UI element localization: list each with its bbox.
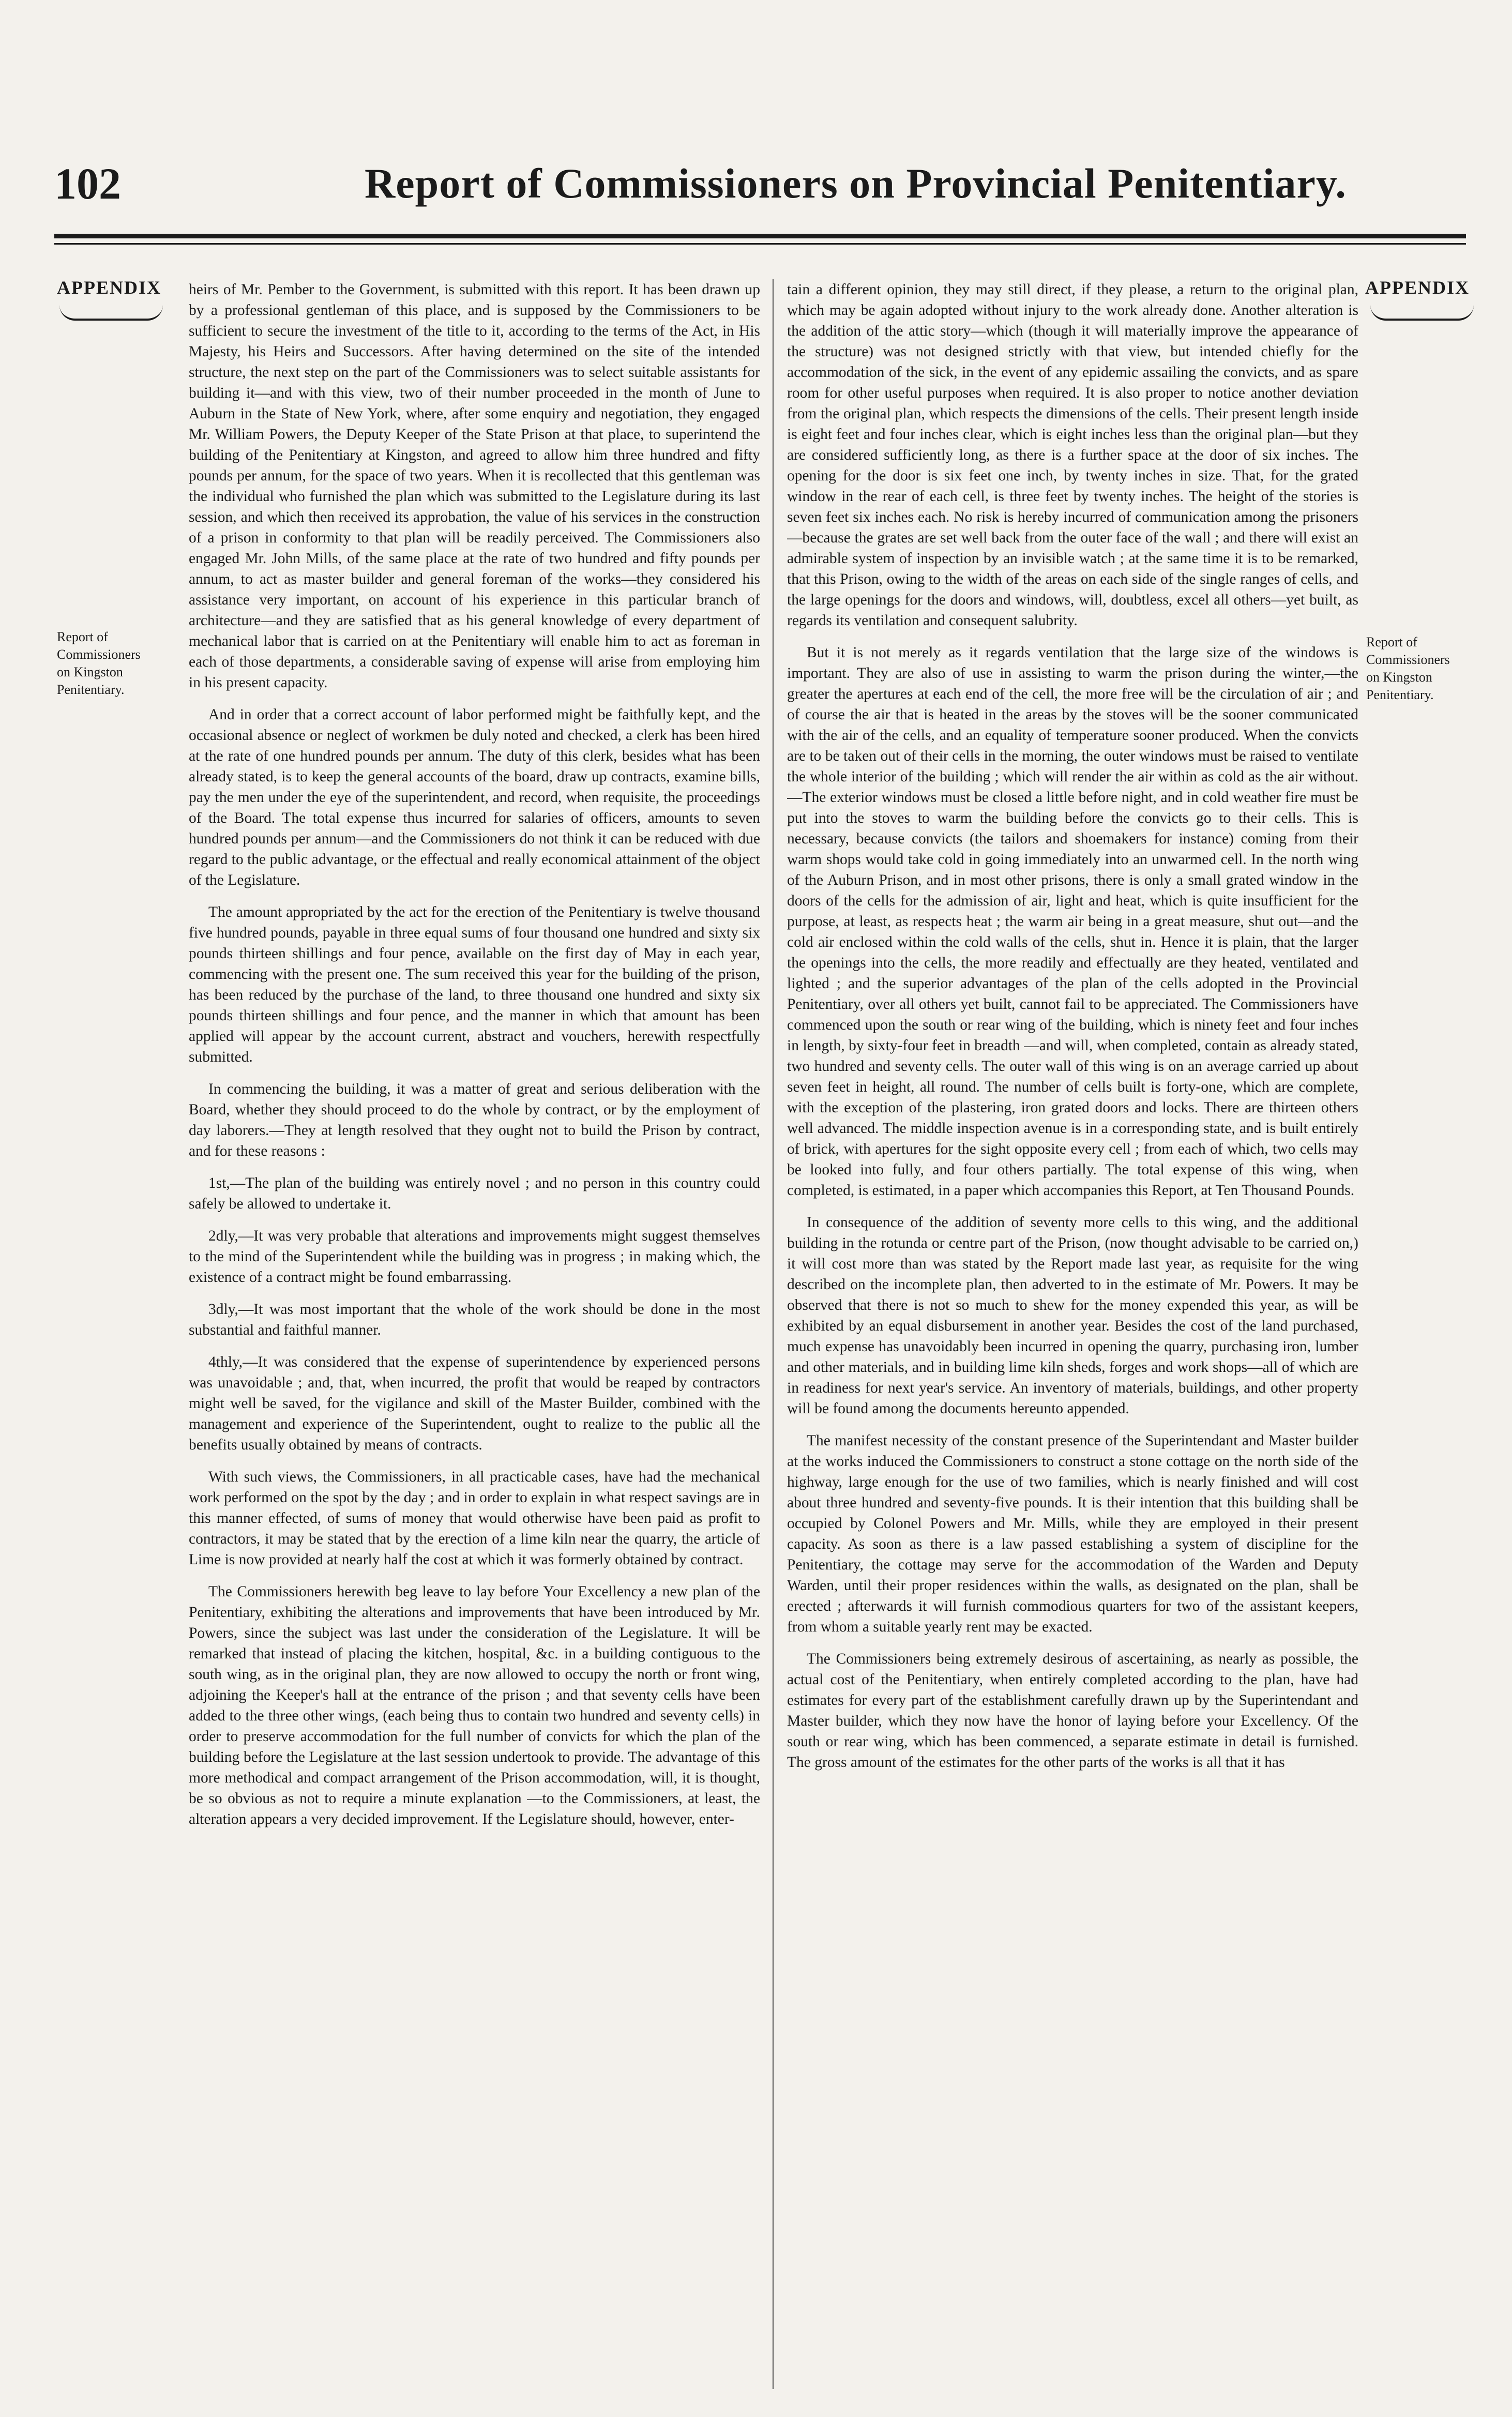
paragraph: 3dly,—It was most important that the whole of the work should be done in the most substantial and faithful manner.	[189, 1301, 760, 1338]
paragraph: 2dly,—It was very probable that alterations and improvements might suggest themselves to the mind of the Superintendent while the building was in progress ; in making which, the existence of a contract might be found embarrassing.	[189, 1228, 760, 1286]
page-title: Report of Commissioners on Provincial Penitentiary.	[365, 160, 1347, 207]
running-head	[54, 155, 1461, 217]
sidenote-right: Report of Commissioners on Kingston Penitentiary.	[1366, 635, 1450, 702]
appendix-label-right: APPENDIX	[1365, 277, 1470, 298]
paragraph: In commencing the building, it was a matter of great and serious deliberation with the Board, whether they should proceed to do the whole by contract, or by the employment of day laborers.—They at length resolved that they ought not to build the Prison by contract, and for these reasons :	[189, 1081, 760, 1159]
brace-right	[1370, 305, 1474, 321]
paragraph: The Commissioners being extremely desirous of ascertaining, as nearly as possible, the actual cost of the Penitentiary, when entirely completed according to the plan, have had estimates for every part of the establishment carefully drawn up by the Superintendant and Master builder, which they now have the honor of laying before your Excellency. Of the south or rear wing, which has been commenced, a separate estimate in detail is furnished. The gross amount of the estimates for the other parts of the works is all that it has	[787, 1651, 1358, 1771]
header-rule-thick	[54, 234, 1466, 238]
paragraph: 1st,—The plan of the building was entirely novel ; and no person in this country could safely be allowed to undertake it.	[189, 1175, 760, 1212]
appendix-label-left: APPENDIX	[57, 277, 161, 298]
paragraph: The amount appropriated by the act for the erection of the Penitentiary is twelve thousand five hundred pounds, payable in three equal sums of four thousand one hundred and sixty six pounds thirteen shillings and four pence, available on the first day of May in each year, commencing with the present one. The sum received this year for the building of the prison, has been reduced by the purchase of the land, to three thousand one hundred and sixty six pounds thirteen shillings and four pence, and the manner in which that amount has been applied will appear by the account current, abstract and vouchers, herewith respectfully submitted.	[189, 904, 760, 1065]
paragraph: With such views, the Commissioners, in all practicable cases, have had the mechanical work performed on the spot by the day ; and in order to explain in what respect savings are in this manner effected, of sums of money that would otherwise have been paid as profit to contractors, it may be stated that by the erection of a lime kiln near the quarry, the article of Lime is now provided at nearly half the cost at which it was formerly obtained by contract.	[189, 1469, 760, 1568]
page-number: 102	[54, 159, 121, 208]
paragraph: 4thly,—It was considered that the expense of superintendence by experienced persons was unavoidable ; and, that, when incurred, the profit that would be reaped by contractors might well be saved, for the vigilance and skill of the Master Builder, combined with the management and experience of the Superintendent, ought to realize to the public all the benefits usually obtained by means of contracts.	[189, 1354, 760, 1453]
left-column	[189, 279, 760, 2389]
paragraph: But it is not merely as it regards ventilation that the large size of the windows is important. They are also of use in assisting to warm the prison during the winter,—the greater the apertures at each end of the cell, the more free will be the circulation of air ; and of course the air that is heated in the areas by the stoves will be the sooner communicated with the air of the cells, and an equality of temperature sooner produced. When the convicts are to be taken out of their cells in the morning, the outer windows must be raised to ventilate the whole interior of the building ; which will render the air within as cold as the air without.—The exterior windows must be closed a little before night, and in cold weather fire must be put into the stoves to warm the building before the convicts go to their cells. This is necessary, because convicts (the tailors and shoemakers for instance) coming from their warm shops would take cold in going immediately into an unwarmed cell. In the north wing of the Auburn Prison, and in most other prisons, there is only a small grated window in the doors of the cells for the admission of air, light and heat, which is quite insufficient for the purpose, at least, as respects heat ; the warm air being in a great measure, shut out—and the cold air enclosed within the cold walls of the cells, shut in. Hence it is plain, that the larger the openings into the cells, the more readily and effectually are they heated, ventilated and lighted ; and the superior advantages of the plan of the cells adopted in the Provincial Penitentiary, over all others yet built, cannot fail to be appreciated. The Commissioners have commenced upon the south or rear wing of the building, which is ninety feet and four inches in length, by sixty-four feet in breadth —and will, when completed, contain as already stated, two hundred and seventy cells. The outer wall of this wing is on an average carried up about seven feet in height, all round. The number of cells built is forty-one, which are complete, with the exception of the plastering, iron grated doors and locks. There are thirteen others well advanced. The middle inspection avenue is in a corresponding state, and is built entirely of brick, with apertures for the sight opposite every cell ; from each of which, two cells may be looked into fully, and four others partially. The total expense of this wing, when completed, is estimated, in a paper which accompanies this Report, at Ten Thousand Pounds.	[787, 644, 1358, 1199]
paragraph: And in order that a correct account of labor performed might be faithfully kept, and the occasional absence or neglect of workmen be duly noted and checked, a clerk has been hired at the rate of one hundred pounds per annum. The duty of this clerk, besides what has been already stated, is to keep the general accounts of the board, draw up contracts, examine bills, pay the men under the eye of the superintendent, and record, when requisite, the proceedings of the Board. The total expense thus incurred for salaries of officers, amounts to seven hundred pounds per annum—and the Commissioners do not think it can be reduced with due regard to the public advantage, or the effectual and really economical attainment of the object of the Legislature.	[189, 706, 760, 888]
paragraph: The Commissioners herewith beg leave to lay before Your Excellency a new plan of the Penitentiary, exhibiting the alterations and improvements that have been introduced by Mr. Powers, since the subject was last under the consideration of the Legislature. It will be remarked that instead of placing the kitchen, hospital, &c. in a building contiguous to the south wing, as in the original plan, they are now allowed to occupy the north or front wing, adjoining the Keeper's hall at the entrance of the prison ; and that seventy cells have been added to the three other wings, (each being thus to contain two hundred and seventy cells) in order to preserve accommodation for the full number of convicts for which the plan of the building before the Legislature at the last session undertook to provide. The advantage of this more methodical and compact arrangement of the Prison accommodation, will, it is thought, be so obvious as not to require a minute explanation —to the Commissioners, at least, the alteration appears a very decided improvement. If the Legislature should, however, enter-	[189, 1583, 760, 1827]
brace-left	[59, 305, 163, 321]
right-column	[787, 279, 1358, 2389]
sidenote-left: Report of Commissioners on Kingston Penitentiary.	[57, 629, 141, 697]
paragraph: In consequence of the addition of seventy more cells to this wing, and the additional building in the rotunda or centre part of the Prison, (now thought advisable to be carried on,) it will cost more than was stated by the Report made last year, as requisite for the wing described on the incomplete plan, then adverted to in the estimate of Mr. Powers. It may be observed that there is not so much to shew for the money expended this year, as will be exhibited by an equal disbursement in another year. Besides the cost of the land purchased, much expense has unavoidably been incurred in opening the quarry, purchasing iron, lumber and other materials, and in building lime kiln sheds, forges and work shops—all of which are in readiness for next year's service. An inventory of materials, buildings, and other property will be found among the documents hereunto appended.	[787, 1214, 1358, 1417]
header-rule-thin	[54, 243, 1466, 245]
paragraph: The manifest necessity of the constant presence of the Superintendant and Master builder at the works induced the Commissioners to construct a stone cottage on the north side of the highway, large enough for the use of two families, which is nearly finished and will cost about three hundred and seventy-five pounds. It is their intention that this building shall be occupied by Colonel Powers and Mr. Mills, while they are employed in their present capacity. As soon as there is a law passed establishing a system of discipline for the Penitentiary, the cottage may serve for the accommodation of the Warden and Deputy Warden, until their proper residences within the walls, as designated on the plan, shall be erected ; afterwards it will furnish commodious quarters for two of the assistant keepers, from whom a suitable yearly rent may be exacted.	[787, 1432, 1358, 1635]
column-divider	[773, 279, 774, 2389]
paragraph: tain a different opinion, they may still direct, if they please, a return to the original plan, which may be again adopted without injury to the work already done. Another alteration is the addition of the attic story—which (though it will materially improve the appearance of the structure) was not designed strictly with that view, but intended chiefly for the accommodation of the sick, in the event of any epidemic assailing the convicts, and as spare room for other useful purposes when required. It is also proper to notice another deviation from the original plan, which respects the dimensions of the cells. Their present length inside is eight feet and four inches clear, which is eight inches less than the original plan—but they are considered sufficiently long, as there is a further space at the door of six inches. The opening for the door is six feet one inch, by twenty inches in size. That, for the grated window in the rear of each cell, is three feet by twenty inches. The height of the stories is seven feet six inches each. No risk is hereby incurred of communication among the prisoners—because the grates are set well back from the outer face of the wall ; and there will exist an admirable system of inspection by an invisible watch ; at the same time it is to be remarked, that this Prison, owing to the width of the areas on each side of the single ranges of cells, and the large openings for the doors and windows, will, doubtless, excel all others—yet built, as regards its ventilation and consequent salubrity.	[787, 281, 1358, 629]
paragraph: heirs of Mr. Pember to the Government, is submitted with this report. It has been drawn up by a professional gentleman of this place, and is supposed by the Commissioners to be sufficient to secure the investment of the title to it, according to the terms of the Act, in His Majesty, his Heirs and Successors. After having determined on the site of the intended structure, the next step on the part of the Commissioners was to select suitable assistants for building it—and with this view, two of their number proceeded in the month of June to Auburn in the State of New York, where, after some enquiry and negotiation, they engaged Mr. William Powers, the Deputy Keeper of the State Prison at that place, to superintend the building of the Penitentiary at Kingston, and agreed to allow him three hundred and fifty pounds per annum, for the space of two years. When it is recollected that this gentleman was the individual who furnished the plan which was submitted to the Legislature during its last session, and which then received its approbation, the value of his services in the construction of a prison in conformity to that plan will be readily perceived. The Commissioners also engaged Mr. John Mills, of the same place at the rate of two hundred and fifty pounds per annum, to act as master builder and general foreman of the works—they considered his assistance very important, on account of his experience in this particular branch of architecture—and they are satisfied that as his general knowledge of every department of mechanical labor that is carried on at the Penitentiary will enable him to act as foreman in each of those departments, a considerable saving of expense will arise from employing him in his present capacity.	[189, 281, 760, 691]
